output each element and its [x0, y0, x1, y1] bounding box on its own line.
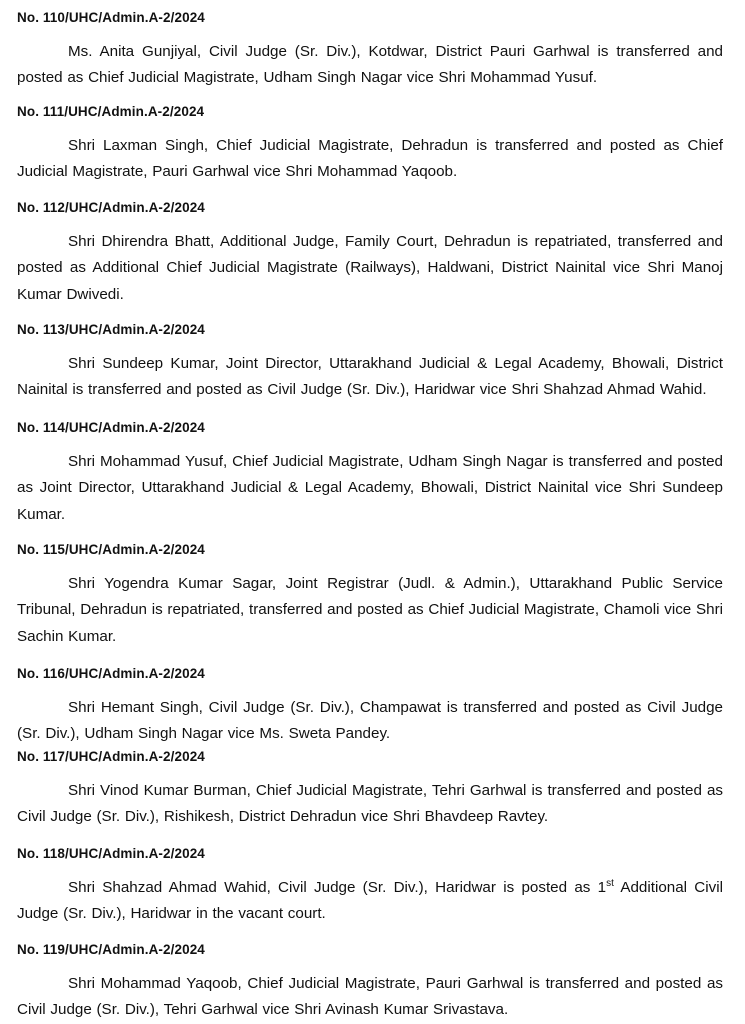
- ordinal-suffix: st: [606, 877, 614, 889]
- order-number: No. 111/UHC/Admin.A-2/2024: [17, 104, 205, 119]
- order-text: Ms. Anita Gunjiyal, Civil Judge (Sr. Div.), Kotdwar, District Pauri Garhwal is transferred and posted as Chief Judicial Magistrate, Udham Singh Nagar vice Shri Mohammad Yusuf.: [17, 43, 723, 87]
- order-text: [17, 875, 723, 928]
- order-111: [17, 104, 723, 186]
- order-119: [17, 942, 723, 1024]
- order-number: No. 117/UHC/Admin.A-2/2024: [17, 749, 205, 764]
- order-118: [17, 846, 723, 928]
- order-110: [17, 10, 723, 92]
- order-text: Shri Vinod Kumar Burman, Chief Judicial Magistrate, Tehri Garhwal is transferred and posted as Civil Judge (Sr. Div.), Rishikesh, District Dehradun vice Shri Bhavdeep Ravtey.: [17, 782, 723, 826]
- order-text: Shri Mohammad Yusuf, Chief Judicial Magistrate, Udham Singh Nagar is transferred and posted as Joint Director, Uttarakhand Judicial & Legal Academy, Bhowali, District Nainital vice Shri Sundeep Kumar.: [17, 453, 723, 523]
- order-text: Shri Hemant Singh, Civil Judge (Sr. Div.), Champawat is transferred and posted as Civil Judge (Sr. Div.), Udham Singh Nagar vice Ms. Sweta Pandey.: [17, 699, 723, 743]
- order-113: [17, 322, 723, 404]
- order-text: Shri Laxman Singh, Chief Judicial Magistrate, Dehradun is transferred and posted as Chief Judicial Magistrate, Pauri Garhwal vice Shri Mohammad Yaqoob.: [17, 137, 723, 181]
- order-number: No. 116/UHC/Admin.A-2/2024: [17, 666, 205, 681]
- order-114: [17, 420, 723, 528]
- order-number: No. 110/UHC/Admin.A-2/2024: [17, 10, 205, 25]
- order-number: No. 113/UHC/Admin.A-2/2024: [17, 322, 205, 337]
- order-115: [17, 542, 723, 650]
- order-number: No. 118/UHC/Admin.A-2/2024: [17, 846, 205, 861]
- order-text: Shri Dhirendra Bhatt, Additional Judge, Family Court, Dehradun is repatriated, transferred and posted as Additional Chief Judicial Magistrate (Railways), Haldwani, District Nainital vice Shri Manoj Kumar Dwivedi.: [17, 233, 723, 303]
- order-text-part: Shri Shahzad Ahmad Wahid, Civil Judge (Sr. Div.), Haridwar is posted as 1: [68, 879, 607, 896]
- order-112: [17, 200, 723, 308]
- order-117: [17, 749, 723, 831]
- order-number: No. 114/UHC/Admin.A-2/2024: [17, 420, 205, 435]
- order-number: No. 119/UHC/Admin.A-2/2024: [17, 942, 205, 957]
- order-text: Shri Sundeep Kumar, Joint Director, Uttarakhand Judicial & Legal Academy, Bhowali, District Nainital is transferred and posted as Civil Judge (Sr. Div.), Haridwar vice Shri Shahzad Ahmad Wahid.: [17, 355, 723, 399]
- order-number: No. 115/UHC/Admin.A-2/2024: [17, 542, 205, 557]
- order-number: No. 112/UHC/Admin.A-2/2024: [17, 200, 205, 215]
- order-text: Shri Yogendra Kumar Sagar, Joint Registrar (Judl. & Admin.), Uttarakhand Public Service Tribunal, Dehradun is repatriated, transferred and posted as Chief Judicial Magistrate, Chamoli vice Shri Sachin Kumar.: [17, 575, 723, 645]
- order-text: Shri Mohammad Yaqoob, Chief Judicial Magistrate, Pauri Garhwal is transferred and posted as Civil Judge (Sr. Div.), Tehri Garhwal vice Shri Avinash Kumar Srivastava.: [17, 975, 723, 1019]
- order-text-part: Additional Civil Judge (Sr. Div.), Haridwar in the vacant court.: [17, 879, 723, 923]
- order-116: [17, 666, 723, 748]
